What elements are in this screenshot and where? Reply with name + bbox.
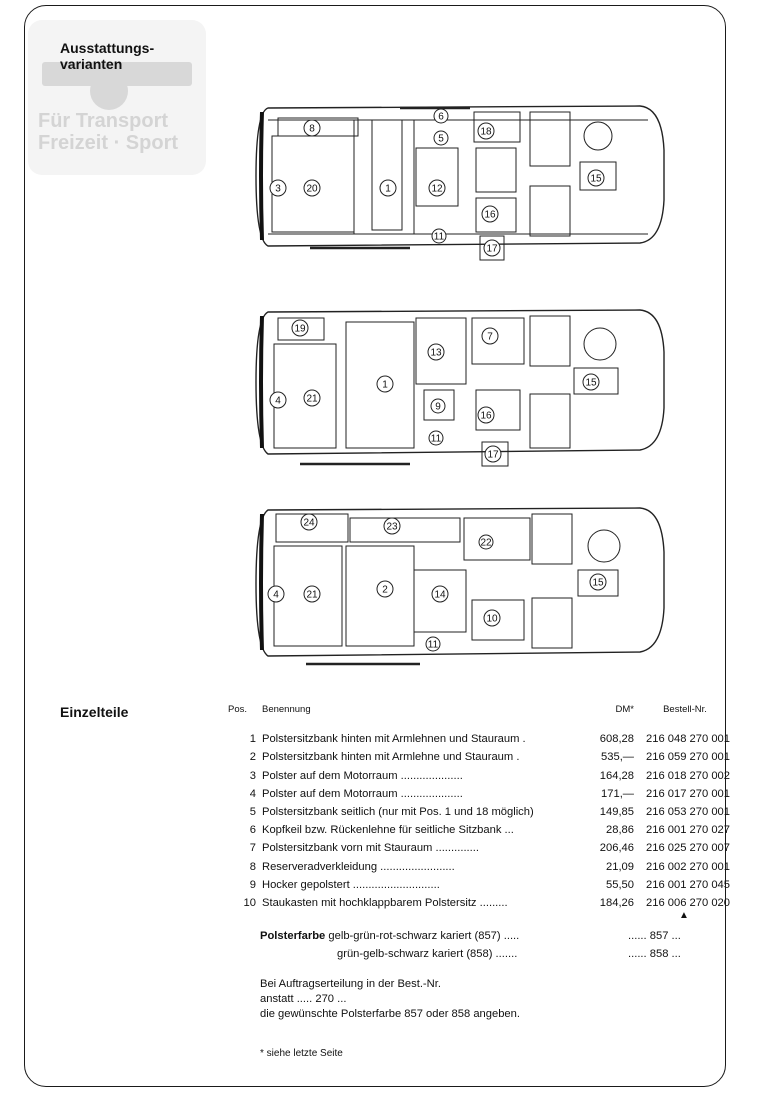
svg-text:17: 17: [487, 449, 499, 461]
page-title-line1: Ausstattungs-: [60, 40, 155, 56]
plan-label: [304, 120, 320, 136]
svg-text:21: 21: [306, 589, 318, 601]
plan-label: [270, 180, 286, 196]
parts-table: [228, 700, 730, 912]
upholstery-row-1: [260, 930, 519, 942]
svg-text:11: 11: [427, 639, 439, 651]
parts-section-title: Einzelteile: [60, 704, 129, 720]
row-order: 216 006 270 020: [646, 896, 730, 909]
upholstery-code-1: ...... 857 ...: [628, 930, 681, 942]
row-name: Reserveradverkleidung ........................: [262, 860, 455, 873]
plan-label: [484, 610, 500, 626]
plan-label: [479, 535, 493, 549]
row-price: 535,—: [601, 751, 634, 764]
row-price: 164,28: [599, 769, 634, 782]
svg-text:4: 4: [275, 395, 281, 407]
upholstery-option-1: gelb-grün-rot-schwarz kariert (857) .....: [328, 930, 520, 942]
header-pos: Pos.: [228, 703, 248, 715]
svg-text:1: 1: [385, 183, 391, 195]
plan-label: [301, 514, 317, 530]
plan-label: [484, 240, 500, 256]
plan-label: [380, 180, 396, 196]
row-name: Polstersitzbank hinten mit Armlehnen und Stauraum .: [262, 733, 526, 746]
row-pos: 2: [249, 751, 256, 764]
row-order: 216 018 270 002: [646, 769, 730, 782]
plan-label: [429, 180, 445, 196]
row-name: Hocker gepolstert ............................: [262, 878, 440, 891]
row-price: 149,85: [599, 806, 634, 819]
plan-label: [434, 131, 448, 145]
row-price: 206,46: [599, 842, 634, 855]
plan-label: [478, 407, 494, 423]
row-price: 21,09: [606, 860, 634, 873]
svg-text:16: 16: [484, 209, 496, 221]
svg-text:13: 13: [430, 347, 442, 359]
svg-text:2: 2: [382, 584, 388, 596]
row-name: Kopfkeil bzw. Rückenlehne für seitliche Sitzbank ...: [262, 824, 514, 837]
svg-text:17: 17: [486, 243, 498, 255]
plan-label: [583, 374, 599, 390]
table-row: [228, 748, 730, 766]
row-name: Polstersitzbank seitlich (nur mit Pos. 1 und 18 möglich): [262, 806, 534, 819]
row-pos: 4: [249, 787, 256, 800]
svg-text:8: 8: [309, 123, 315, 135]
upholstery-option-2: grün-gelb-schwarz kariert (858) .......: [337, 948, 518, 960]
page-title-line2: varianten: [60, 56, 123, 72]
plan-label: [292, 320, 308, 336]
svg-text:12: 12: [431, 183, 443, 195]
table-row: [228, 785, 730, 803]
row-order: 216 053 270 001: [646, 806, 730, 819]
plan-label: [384, 518, 400, 534]
svg-text:15: 15: [592, 577, 604, 589]
row-name: Polstersitzbank vorn mit Stauraum ..............: [262, 842, 479, 855]
table-row: [228, 803, 730, 821]
svg-text:1: 1: [382, 379, 388, 391]
svg-text:11: 11: [430, 433, 442, 445]
plan-label: [588, 170, 604, 186]
row-order: 216 048 270 001: [646, 733, 730, 746]
row-pos: 10: [243, 896, 256, 909]
row-pos: 1: [249, 733, 256, 746]
row-price: 184,26: [599, 896, 634, 909]
row-pos: 7: [249, 842, 256, 855]
row-order: 216 001 270 045: [646, 878, 730, 891]
svg-text:3: 3: [275, 183, 281, 195]
header-price: DM*: [615, 703, 634, 715]
logo-text-line1: Für Transport: [38, 110, 169, 132]
svg-text:19: 19: [294, 323, 306, 335]
table-row: [228, 730, 730, 748]
row-price: 28,86: [606, 824, 634, 837]
svg-text:22: 22: [480, 537, 492, 549]
svg-text:4: 4: [273, 589, 279, 601]
row-order: 216 001 270 027: [646, 824, 730, 837]
svg-text:6: 6: [438, 111, 444, 123]
table-row: [228, 839, 730, 857]
plan-label: [377, 376, 393, 392]
plan-label: [482, 206, 498, 222]
svg-text:23: 23: [386, 521, 398, 533]
plan-label: [268, 586, 284, 602]
row-price: 55,50: [606, 878, 634, 891]
floor-plan-2: [256, 310, 664, 466]
upholstery-code-2: ...... 858 ...: [628, 948, 681, 960]
row-price: 608,28: [599, 733, 634, 746]
plan-label: [426, 637, 440, 651]
row-pos: 9: [249, 878, 256, 891]
svg-text:5: 5: [438, 133, 444, 145]
row-pos: 6: [249, 824, 256, 837]
plan-label: [428, 344, 444, 360]
svg-text:10: 10: [486, 613, 498, 625]
plan-label: [590, 574, 606, 590]
plan-label: [485, 446, 501, 462]
row-price: 171,—: [601, 787, 634, 800]
plan-label: [377, 581, 393, 597]
plan-label: [270, 392, 286, 408]
row-order: 216 002 270 001: [646, 860, 730, 873]
logo-emblem-icon: [90, 72, 128, 110]
page-title: [60, 40, 154, 72]
upholstery-label: Polsterfarbe: [260, 930, 326, 942]
row-pos: 5: [249, 806, 256, 819]
svg-text:9: 9: [435, 401, 441, 413]
plan-label: [478, 123, 494, 139]
row-name: Polstersitzbank hinten mit Armlehne und Stauraum .: [262, 751, 520, 764]
plan-label: [429, 431, 443, 445]
svg-text:20: 20: [306, 183, 318, 195]
svg-text:21: 21: [306, 393, 318, 405]
svg-text:15: 15: [585, 377, 597, 389]
table-row: [228, 858, 730, 876]
row-order: 216 017 270 001: [646, 787, 730, 800]
row-pos: 3: [249, 769, 256, 782]
note-line-2: anstatt ..... 270 ...: [260, 993, 347, 1005]
floor-plans: [250, 90, 680, 670]
table-row: [228, 767, 730, 785]
header-name: Benennung: [262, 703, 311, 715]
plan-label: [304, 390, 320, 406]
note-line-3: die gewünschte Polsterfarbe 857 oder 858 angeben.: [260, 1008, 520, 1020]
plan-label: [482, 328, 498, 344]
table-header-row: [228, 700, 730, 718]
note-line-1: Bei Auftragserteilung in der Best.-Nr.: [260, 978, 441, 990]
row-name: Staukasten mit hochklappbarem Polstersitz .........: [262, 896, 508, 909]
row-name: Polster auf dem Motorraum ....................: [262, 787, 463, 800]
header-order: Bestell-Nr.: [663, 703, 707, 715]
order-notes: [260, 977, 520, 1022]
plan-label: [432, 229, 446, 243]
row-pos: 8: [249, 860, 256, 873]
plan-label: [432, 586, 448, 602]
svg-text:16: 16: [480, 410, 492, 422]
table-row: [228, 821, 730, 839]
svg-text:24: 24: [303, 517, 315, 529]
row-name: Polster auf dem Motorraum ....................: [262, 769, 463, 782]
svg-text:14: 14: [434, 589, 446, 601]
table-row: [228, 894, 730, 912]
row-order: 216 059 270 001: [646, 751, 730, 764]
row-order: 216 025 270 007: [646, 842, 730, 855]
table-row: [228, 876, 730, 894]
logo-text-line2: Freizeit · Sport: [38, 132, 179, 154]
plan-label: [431, 399, 445, 413]
footnote: * siehe letzte Seite: [260, 1048, 343, 1059]
svg-text:7: 7: [487, 331, 493, 343]
arrow-up-icon: ▲: [679, 910, 689, 921]
svg-text:11: 11: [433, 231, 445, 243]
plan-label: [304, 180, 320, 196]
plan-label: [304, 586, 320, 602]
plan-label: [434, 109, 448, 123]
svg-text:18: 18: [480, 126, 492, 138]
svg-text:15: 15: [590, 173, 602, 185]
